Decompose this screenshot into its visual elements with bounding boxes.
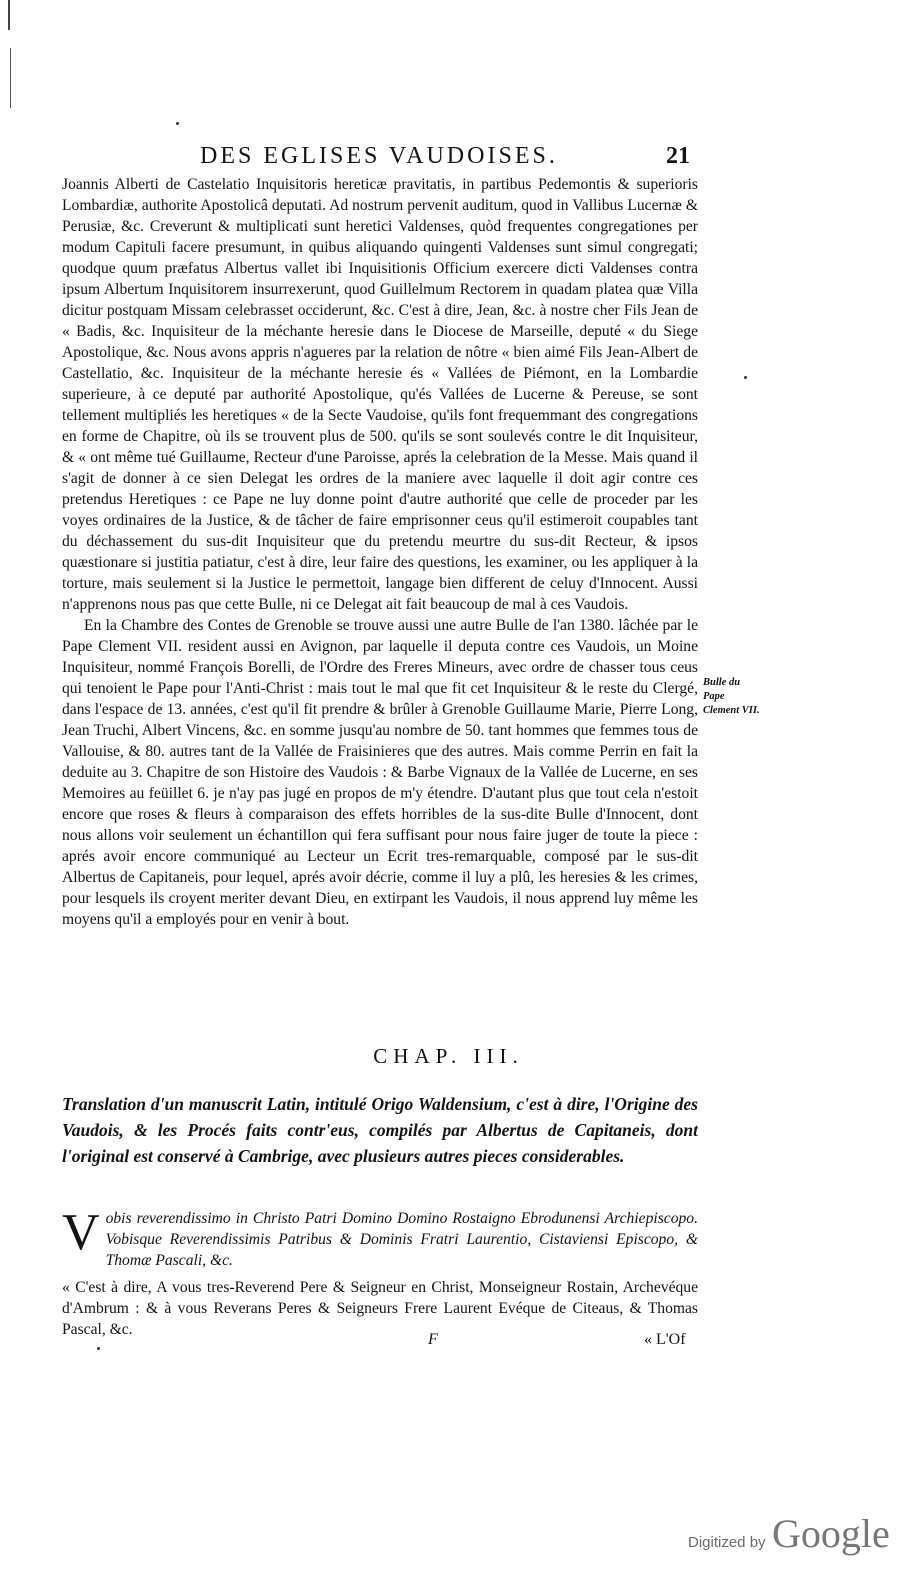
running-title: DES EGLISES VAUDOISES.: [200, 143, 558, 169]
catchword: « L'Of: [644, 1331, 686, 1348]
running-header: [200, 143, 690, 175]
drop-cap: V: [62, 1204, 100, 1261]
body-paragraph: En la Chambre des Contes de Grenoble se trouve aussi une autre Bulle de l'an 1380. lâchée par le Pape Clement VII. resident aussi en Avignon, par laquelle il deputa contre ces Vaudois, un Moine Inquisiteur, nommé François Borelli, de l'Ordre des Freres Mineurs, avec ordre de chasser tous ceus qui tenoient le Pape pour l'Anti-Christ : mais tout le mal que fit cet Inquisiteur & le reste du Clergé, dans l'espace de 13. années, c'est qu'il fit prendre & brûler à Grenoble Guillaume Marie, Pierre Long, Jean Truchi, Albert Vincens, &c. en somme jusqu'au nombre de 50. tant hommes que femmes tous de Vallouise, & 80. autres tant de la Vallée de Fraisinieres que des autres. Mais comme Perrin en fait la deduite au 3. Chapitre de son Histoire des Vaudois : & Barbe Vignaux de la Vallée de Lucerne, en ses Memoires au feüillet 6. je n'ay pas jugé en propos de m'y étendre. D'autant plus que tout cela n'estoit encore que roses & fleurs à comparaison des effets horribles de la sus-dite Bulle d'Innocent, dont nous allons voir seulement un échantillon qui fera suffisant pour nous faire juger de toute la piece : aprés avoir encore communiqué au Lecteur un Ecrit tres-remarquable, composé par le sus-dit Albertus de Capitaneis, pour lequel, aprés avoir décrie, comme il luy a plû, les heresies & les crimes, pour lesquels ils croyent meriter devant Dieu, en extirpant les Vaudois, il nous apprend luy même les moyens qu'il a employés pour en venir à bout.: [62, 617, 698, 928]
letter-french: « C'est à dire, A vous tres-Reverend Pere & Seigneur en Christ, Monseigneur Rostain, Archevéque d'Ambrum : & à vous Reverans Peres & Seigneurs Frere Laurent Evéque de Citeaus, & Thomas Pascal, &c.: [62, 1279, 698, 1338]
letter-latin: obis reverendissimo in Christo Patri Domino Domino Rostaigno Ebrodunensi Archiepiscopo. Vobisque Reverendissimis Patribus & Dominis Fratri Laurentio, Cistaviensi Episcopo, & Thomæ Pascali, &c.: [105, 1210, 698, 1269]
chapter-heading: CHAP. III.: [373, 1044, 524, 1068]
body-paragraph: Joannis Alberti de Castelatio Inquisitoris hereticæ pravitatis, in partibus Pedemontis & superioris Lombardiæ, authorite Apostolicâ deputati. Ad nostrum pervenit auditum, quod in Vallibus Lucernæ & Perusiæ, &c. Creverunt & multiplicati sunt heretici Valdenses, quòd frequentes congregationes per modum Capituli facere presumunt, in quibus aliquando quingenti Valdenses sunt simul congregati; quodque quum præfatus Albertus vallet ibi Inquisitionis Officium exercere dicti Valdenses contra ipsum Albertum Inquisitorem insurrexerunt, quod Guillelmum Rectorem in quadam platea quæ Villa dicitur postquam Missam celebrasset occiderunt, &c. C'est à dire, Jean, &c. à nostre cher Fils Jean de « Badis, &c. Inquisiteur de la méchante heresie dans le Diocese de Marseille, deputé « du Siege Apostolique, &c. Nous avons appris n'agueres par la relation de nôtre « bien aimé Fils Jean-Albert de Castellatio, &c. Inquisiteur de la méchante heresie és « Vallées de Piémont, en la Lombardie superieure, à ce deputé par authorité Apostolique, qu'és Vallées de Lucerne & Pereuse, se sont tellement multipliés les heretiques « de la Secte Vaudoise, qu'ils font frequemmant des congregations en forme de Chapitre, où ils se trouvent plus de 500. qu'ils se sont soulevés contre le dit Inquisiteur, & « ont même tué Guillaume, Recteur d'une Paroisse, aprés la celebration de la Messe. Mais quand il s'agit de donner à ce sien Delegat les ordres de la maniere avec laquelle il doit agir contre ces pretendus Heretiques : ce Pape ne luy donne point d'autre authorité que celle de proceder par les voyes ordinaires de la Justice, & de tâcher de faire emprisonner ceus qu'il estimeroit coupables tant du déchassement du sus-dit Inquisiteur que du pretendu meurtre du sus-dit Recteur, & ipsos quæstionare si justitia patiatur, c'est à dire, leur faire des questions, les examiner, ou les appliquer à la torture, mais seulement si la Justice le permettoit, langage bien different de celuy d'Innocent. Aussi n'apprenons nous pas que cette Bulle, ni ce Delegat ait fait beaucoup de mal à ces Vaudois.: [62, 176, 698, 613]
speck: [744, 376, 747, 379]
chapter-title: Translation d'un manuscrit Latin, intitulé Origo Waldensium, c'est à dire, l'Origine des Vaudois, & les Procés faits contr'eus, compilés par Albertus de Capitaneis, dont l'original est conservé à Cambrige, avec plusieurs autres pieces considerables.: [62, 1094, 698, 1166]
page-number: 21: [666, 143, 690, 169]
speck: [97, 1347, 100, 1350]
corner-mark: [8, 0, 24, 30]
digitized-watermark: [688, 1510, 893, 1564]
margin-note: Bulle du Pape Clement VII.: [703, 677, 760, 716]
speck: [176, 122, 179, 125]
body-text: [62, 174, 698, 930]
watermark-prefix: Digitized by: [688, 1534, 766, 1551]
signature-mark: F: [428, 1331, 438, 1348]
letter-block: [62, 1204, 698, 1340]
edge-line: [10, 48, 11, 108]
google-logo: Google: [772, 1511, 890, 1556]
